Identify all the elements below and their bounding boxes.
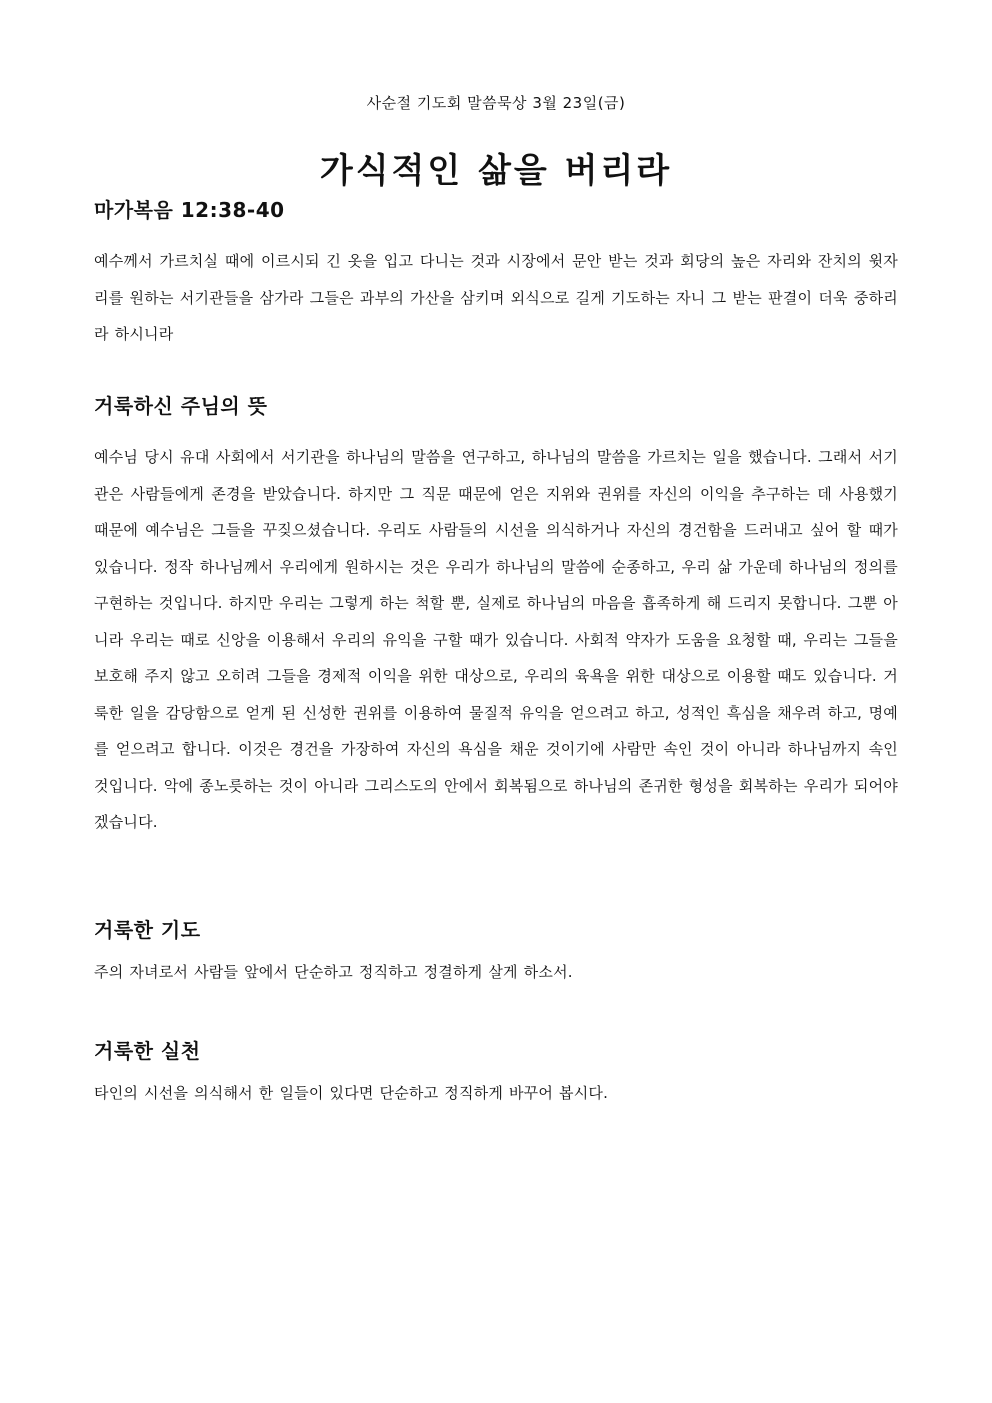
- lords-will-heading: 거룩하신 주님의 뜻: [94, 394, 268, 418]
- practice-section: [94, 1037, 898, 1112]
- prayer-section: [94, 916, 898, 991]
- practice-heading: 거룩한 실천: [94, 1039, 201, 1063]
- scripture-heading: 마가복음 12:38-40: [94, 198, 285, 222]
- document-subtitle: 사순절 기도회 말씀묵상 3월 23일(금): [366, 94, 626, 112]
- scripture-text: 예수께서 가르치실 때에 이르시되 긴 옷을 입고 다니는 것과 시장에서 문안 받는 것과 회당의 높은 자리와 잔치의 윗자리를 원하는 서기관들을 삼가라 그들은 과부의 가산을 삼키며 외식으로 길게 기도하는 자니 그 받는 판결이 더욱 중하리라 하시니라: [94, 252, 898, 343]
- lords-will-text: 예수님 당시 유대 사회에서 서기관을 하나님의 말씀을 연구하고, 하나님의 말씀을 가르치는 일을 했습니다. 그래서 서기관은 사람들에게 존경을 받았습니다. 하지만 그 직문 때문에 얻은 지위와 권위를 자신의 이익을 추구하는 데 사용했기 때문에 예수님은 그들을 꾸짖으셨습니다. 우리도 사람들의 시선을 의식하거나 자신의 경건함을 드러내고 싶어 할 때가 있습니다. 정작 하나님께서 우리에게 원하시는 것은 우리가 하나님의 말씀에 순종하고, 우리 삶 가운데 하나님의 정의를 구현하는 것입니다. 하지만 우리는 그렇게 하는 척할 뿐, 실제로 하나님의 마음을 흡족하게 해 드리지 못합니다. 그뿐 아니라 우리는 때로 신앙을 이용해서 우리의 유익을 구할 때가 있습니다. 사회적 약자가 도움을 요청할 때, 우리는 그들을 보호해 주지 않고 오히려 그들을 경제적 이익을 위한 대상으로, 우리의 육욕을 위한 대상으로 이용할 때도 있습니다. 거룩한 일을 감당함으로 얻게 된 신성한 권위를 이용하여 물질적 유익을 얻으려고 하고, 성적인 흑심을 채우려 하고, 명예를 얻으려고 합니다. 이것은 경건을 가장하여 자신의 욕심을 채운 것이기에 사람만 속인 것이 아니라 하나님까지 속인 것입니다. 악에 종노릇하는 것이 아니라 그리스도의 안에서 회복됨으로 하나님의 존귀한 형성을 회복하는 우리가 되어야겠습니다.: [94, 448, 898, 831]
- scripture-section: [94, 196, 898, 353]
- lords-will-section: [94, 392, 898, 841]
- practice-text: 타인의 시선을 의식해서 한 일들이 있다면 단순하고 정직하게 바꾸어 봅시다.: [94, 1084, 609, 1102]
- prayer-text: 주의 자녀로서 사람들 앞에서 단순하고 정직하고 정결하게 살게 하소서.: [94, 963, 573, 981]
- prayer-heading: 거룩한 기도: [94, 918, 201, 942]
- document-title: 가식적인 삶을 버리라: [319, 151, 673, 191]
